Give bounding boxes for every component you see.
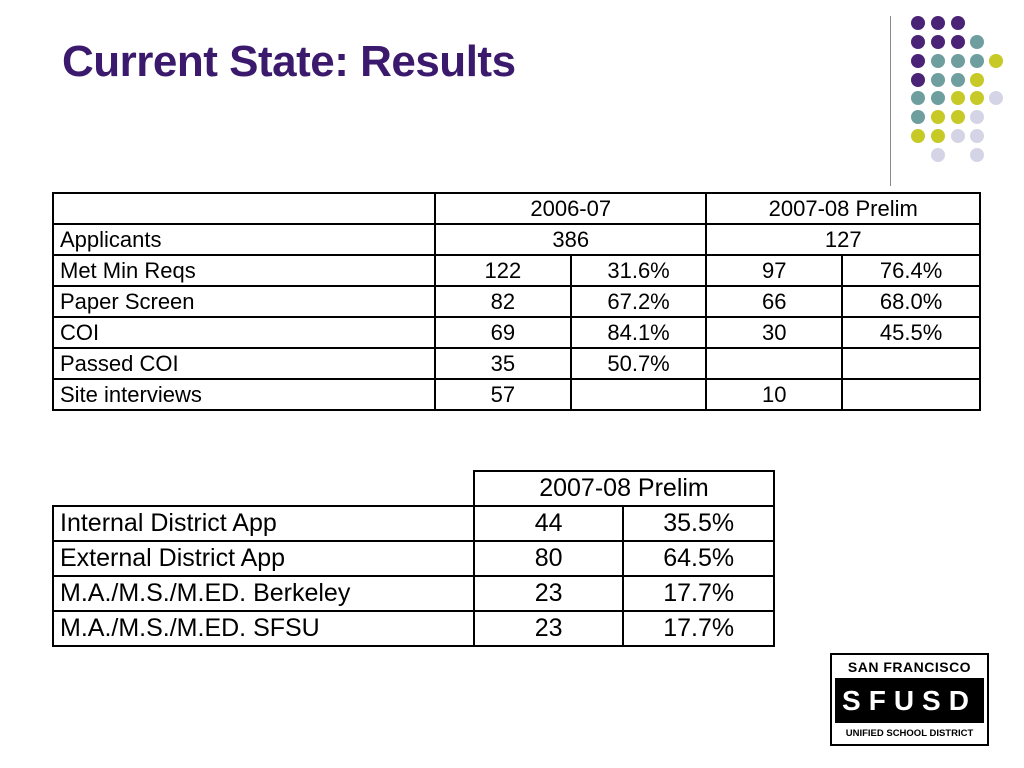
decorative-dot <box>931 148 945 162</box>
decorative-dot <box>970 91 984 105</box>
decorative-dot <box>911 16 925 30</box>
header-blank-cell <box>53 471 474 506</box>
decorative-dot <box>970 148 984 162</box>
table-header-row <box>53 193 980 224</box>
percent-2006-07 <box>571 379 707 410</box>
count: 23 <box>474 611 623 646</box>
percent: 17.7% <box>623 611 774 646</box>
count: 44 <box>474 506 623 541</box>
percent-2007-08 <box>842 348 980 379</box>
percent-2006-07: 31.6% <box>571 255 707 286</box>
count-2006-07: 57 <box>435 379 571 410</box>
decorative-dot <box>931 110 945 124</box>
row-label: Passed COI <box>53 348 435 379</box>
decorative-dot <box>931 129 945 143</box>
logo-line-san-francisco: SAN FRANCISCO <box>847 659 972 675</box>
header-2007-08-prelim: 2007-08 Prelim <box>474 471 774 506</box>
row-label: Met Min Reqs <box>53 255 435 286</box>
decorative-dot <box>951 129 965 143</box>
table-row-applicants <box>53 224 980 255</box>
decorative-dot <box>931 16 945 30</box>
applicant-source-table <box>52 470 775 647</box>
percent: 17.7% <box>623 576 774 611</box>
decorative-dot <box>951 91 965 105</box>
decorative-dot <box>970 35 984 49</box>
count-2006-07: 69 <box>435 317 571 348</box>
decorative-dot <box>970 110 984 124</box>
header-2007-08-prelim: 2007-08 Prelim <box>706 193 980 224</box>
decorative-dot <box>970 73 984 87</box>
results-table-2006-2008 <box>52 192 981 411</box>
row-label: Applicants <box>53 224 435 255</box>
sfusd-logo <box>830 653 989 746</box>
count-2007-08: 66 <box>706 286 842 317</box>
divider-line <box>890 16 891 186</box>
count-2006-07: 82 <box>435 286 571 317</box>
decorative-dot <box>931 73 945 87</box>
decorative-dot <box>911 73 925 87</box>
decorative-dot <box>951 54 965 68</box>
decorative-dot <box>989 54 1003 68</box>
count-2007-08: 10 <box>706 379 842 410</box>
row-label: External District App <box>53 541 474 576</box>
percent-2006-07: 84.1% <box>571 317 707 348</box>
decorative-dot <box>911 110 925 124</box>
slide-title: Current State: Results <box>62 37 516 86</box>
count: 80 <box>474 541 623 576</box>
percent: 64.5% <box>623 541 774 576</box>
logo-line-sfusd: SFUSD <box>835 678 984 723</box>
percent-2006-07: 50.7% <box>571 348 707 379</box>
applicants-2007-08: 127 <box>706 224 980 255</box>
decorative-dot <box>931 35 945 49</box>
row-label: Site interviews <box>53 379 435 410</box>
count: 23 <box>474 576 623 611</box>
decorative-dot <box>931 54 945 68</box>
percent: 35.5% <box>623 506 774 541</box>
table-row <box>53 348 980 379</box>
header-2006-07: 2006-07 <box>435 193 706 224</box>
decorative-dot <box>951 35 965 49</box>
row-label: Internal District App <box>53 506 474 541</box>
count-2007-08: 97 <box>706 255 842 286</box>
decorative-dot <box>911 129 925 143</box>
logo-line-unified-school-district: UNIFIED SCHOOL DISTRICT <box>845 728 974 739</box>
percent-2006-07: 67.2% <box>571 286 707 317</box>
row-label: M.A./M.S./M.ED. SFSU <box>53 611 474 646</box>
percent-2007-08: 45.5% <box>842 317 980 348</box>
row-label: COI <box>53 317 435 348</box>
decorative-dot <box>970 54 984 68</box>
decorative-dot <box>931 91 945 105</box>
decorative-dot <box>911 35 925 49</box>
table-row <box>53 317 980 348</box>
percent-2007-08 <box>842 379 980 410</box>
count-2007-08: 30 <box>706 317 842 348</box>
decorative-dot <box>989 91 1003 105</box>
table-row <box>53 576 774 611</box>
header-blank-cell <box>53 193 435 224</box>
table-row <box>53 541 774 576</box>
table-row <box>53 506 774 541</box>
percent-2007-08: 68.0% <box>842 286 980 317</box>
row-label: Paper Screen <box>53 286 435 317</box>
count-2006-07: 122 <box>435 255 571 286</box>
table-row <box>53 611 774 646</box>
decorative-dot <box>911 54 925 68</box>
decorative-dot <box>951 110 965 124</box>
percent-2007-08: 76.4% <box>842 255 980 286</box>
table-header-row <box>53 471 774 506</box>
decorative-dot <box>911 91 925 105</box>
applicants-2006-07: 386 <box>435 224 706 255</box>
table-row <box>53 379 980 410</box>
decorative-dot <box>970 129 984 143</box>
row-label: M.A./M.S./M.ED. Berkeley <box>53 576 474 611</box>
decorative-dot <box>951 16 965 30</box>
count-2006-07: 35 <box>435 348 571 379</box>
count-2007-08 <box>706 348 842 379</box>
table-row <box>53 255 980 286</box>
decorative-dot <box>951 73 965 87</box>
table-row <box>53 286 980 317</box>
